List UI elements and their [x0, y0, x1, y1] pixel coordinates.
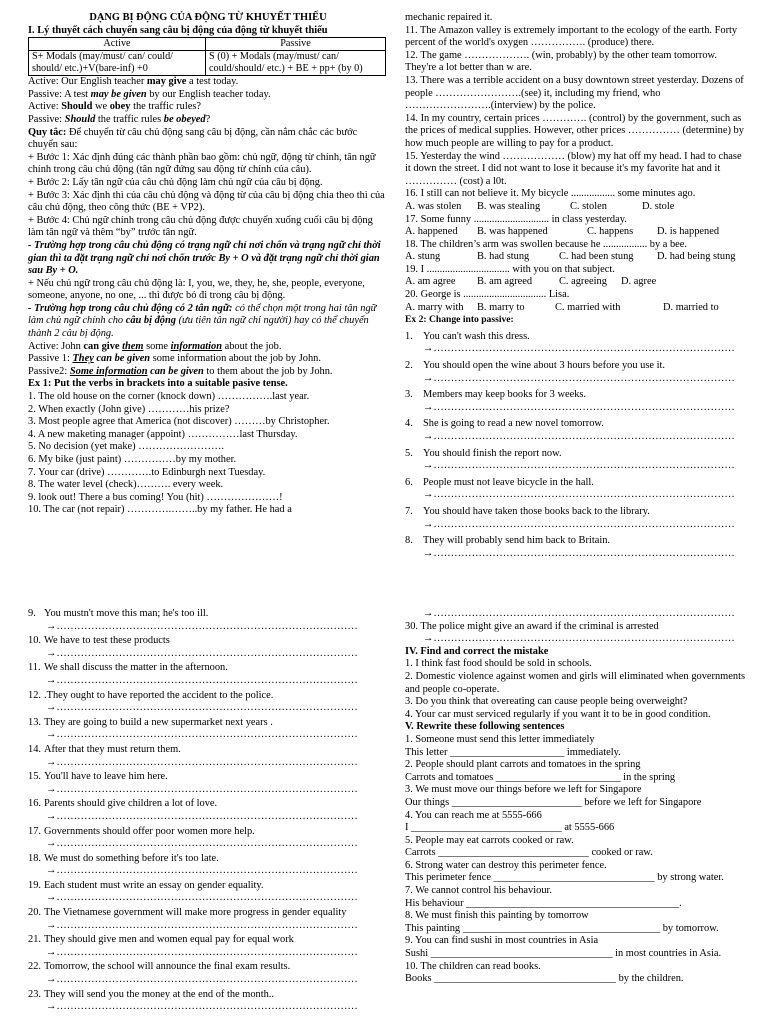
mc-options	[405, 251, 745, 264]
ex1-item: 13. There was a terrible accident on a busy downtown street yesterday. Dozens of people …………………….(see) it, including my friend, who …………………….(interview) by the police.	[405, 74, 744, 112]
answer-line[interactable]: →……………………………………………………………………………	[423, 608, 735, 619]
page-title: DẠNG BỊ ĐỘNG CỦA ĐỘNG TỪ KHUYẾT THIẾU	[89, 12, 327, 23]
answer-line[interactable]: →……………………………………………………………………………	[423, 518, 735, 530]
item-text: People must not leave bicycle in the hall.	[423, 476, 594, 488]
item-number: 7.	[405, 505, 413, 517]
answer-line[interactable]: →……………………………………………………………………………	[423, 633, 735, 645]
ex2-item	[405, 389, 745, 402]
ex2-item	[405, 535, 745, 548]
answer-line[interactable]: →……………………………………………………………………………	[423, 372, 735, 384]
right-column	[405, 12, 745, 560]
rule-adverbials: - Trường hợp trong câu chủ động có trạng ngữ chỉ nơi chốn và trạng ngữ chỉ thời gian thì ta đặt trạng ngữ chỉ nơi chốn trước By + O và đặt trạng ngữ chỉ thời gian sau By + O.	[28, 239, 381, 277]
ex2-item	[28, 880, 388, 893]
rewrite-prompt: 10. The children can read books.	[405, 960, 541, 972]
ex1-item: 4. A new maketing manager (appoint) ……………last Thursday.	[28, 428, 298, 440]
example-passive-1: Passive: A test may be given by our English teacher today.	[28, 88, 271, 100]
rules-intro: Quy tắc: Để chuyển từ câu chủ động sang câu bị động, cần nắm chắc các bước chuyển sau:	[28, 126, 358, 151]
item-number: 5.	[405, 447, 413, 459]
item-text: They should give men and women equal pay for equal work	[44, 934, 294, 946]
item-number: 15.	[28, 771, 41, 783]
ex2-item	[28, 608, 388, 621]
ex2-item	[28, 717, 388, 730]
section-1-heading: I. Lý thuyết cách chuyển sang câu bị động của động từ khuyết thiếu	[28, 24, 328, 36]
mc-options	[405, 226, 745, 239]
mc-option: C. agreeing	[559, 276, 607, 288]
item-number: 21.	[28, 934, 41, 946]
example-active-1: Active: Our English teacher may give a test today.	[28, 76, 239, 88]
answer-line[interactable]: →……………………………………………………………………………	[46, 892, 358, 904]
item-number: 13.	[28, 716, 41, 728]
answer-line[interactable]: →……………………………………………………………………………	[423, 489, 735, 501]
item-text: They are going to build a new supermarket next years .	[44, 716, 273, 728]
ex2-item	[28, 826, 388, 839]
ex1-item: 5. No decision (yet make) …………………….	[28, 441, 224, 453]
answer-line[interactable]: →……………………………………………………………………………	[423, 547, 735, 559]
ex2-item	[28, 744, 388, 757]
rule-step-2: + Bước 2: Lấy tân ngữ của câu chủ động làm chủ ngữ của câu bị động.	[28, 176, 323, 188]
mc-option: D. is happened	[657, 226, 720, 238]
mistake-item: 3. Do you think that overeating can cause people being overweight?	[405, 696, 688, 708]
item-text: Parents should give children a lot of love.	[44, 798, 218, 810]
rewrite-answer-line[interactable]: This perimeter fence _______________________________ by strong water.	[405, 872, 724, 884]
ex2-item	[405, 448, 745, 461]
ex2-continued-items	[28, 608, 388, 1014]
answer-line[interactable]: →……………………………………………………………………………	[46, 1001, 358, 1013]
ex2-item	[405, 360, 745, 373]
ex1-item: 6. My bike (just paint) ……………by my mother.	[28, 454, 237, 465]
ex1-continued: mechanic repaired it.	[405, 12, 493, 23]
ex2-item	[405, 418, 745, 431]
section-4-heading: IV. Find and correct the mistake	[405, 645, 549, 657]
rule-step-1: + Bước 1: Xác định đúng các thành phần bao gồm: chủ ngữ, động từ chính, tân ngữ chính trong câu chủ động (tân ngữ đứng sau động từ chính của câu).	[28, 151, 376, 176]
mc-options	[405, 201, 745, 214]
mistake-item: 4. Your car must serviced regularly if you want it to be in good condition.	[405, 708, 711, 720]
rewrite-prompt: 6. Strong water can destroy this perimeter fence.	[405, 859, 607, 871]
answer-line[interactable]: →……………………………………………………………………………	[423, 460, 735, 472]
example2-passive-2: Passive2: Some information can be given to them about the job by John.	[28, 365, 333, 377]
rewrite-answer-line[interactable]: Sushi ___________________________________ in most countries in Asia.	[405, 948, 722, 960]
rule-pronoun-subjects: + Nếu chủ ngữ trong câu chủ động là: I, you, we, they, he, she, people, everyone, someone, anyone, no one, ... thì được bỏ đi trong câu bị động.	[28, 277, 365, 302]
answer-line[interactable]: →……………………………………………………………………………	[46, 729, 358, 741]
rule-step-4: + Bước 4: Chủ ngữ chính trong câu chủ động được chuyển xuống cuối câu bị động làm tân ngữ và thêm “by” trước tân ngữ.	[28, 214, 373, 239]
ex2-item	[405, 477, 745, 490]
table-header-passive: Passive	[206, 38, 386, 51]
answer-line[interactable]: →……………………………………………………………………………	[423, 401, 735, 413]
rewrite-answer-line[interactable]: Books ___________________________________ by the children.	[405, 973, 684, 985]
answer-line[interactable]: →……………………………………………………………………………	[46, 756, 358, 768]
item-text: You'll have to leave him here.	[44, 771, 168, 783]
mc-option: D. married to	[663, 301, 719, 313]
mc-option: A. stung	[405, 251, 441, 263]
item-text: You should have taken those books back to the library.	[423, 505, 650, 517]
item-text: They will send you the money at the end of the month..	[44, 988, 274, 1000]
answer-line[interactable]: →……………………………………………………………………………	[423, 431, 735, 442]
mistake-item: 2. Domestic violence against women and girls will eliminated when governments and people co-operate.	[405, 670, 745, 695]
mc-question: 19. I ................................ with you on that subject.	[405, 263, 615, 275]
rewrite-prompt: 4. You can reach me at 5555-666	[405, 809, 542, 821]
rewrite-answer-line[interactable]: I _____________________________ at 5555-666	[405, 822, 615, 834]
item-number: 3.	[405, 389, 413, 401]
item-number: 10.	[28, 635, 41, 647]
answer-line[interactable]: →……………………………………………………………………………	[46, 838, 358, 850]
answer-line[interactable]: →……………………………………………………………………………	[46, 674, 358, 686]
item-text: After that they must return them.	[44, 743, 181, 755]
item-text: Governments should offer poor women more help.	[44, 825, 255, 837]
ex1-item: 10. The car (not repair) ………….……..by my father. He had a	[28, 504, 292, 516]
ex1-item: 2. When exactly (John give) …………his prize?	[28, 403, 230, 415]
item-number: 6.	[405, 476, 413, 488]
ex2-item	[405, 331, 745, 344]
item-text: We must do something before it's too late.	[44, 852, 219, 864]
answer-line[interactable]: →……………………………………………………………………………	[46, 919, 358, 931]
mc-option: C. married with	[555, 301, 621, 313]
mc-option: C. happens	[587, 226, 634, 238]
mc-question: 18. The children’s arm was swollen because he ................. by a bee.	[405, 238, 688, 250]
item-text: We have to test these products	[44, 635, 170, 647]
item-number: 14.	[28, 743, 41, 755]
mc-option: C. stolen	[570, 200, 607, 212]
item-text: .They ought to have reported the accident to the police.	[44, 689, 274, 701]
answer-line[interactable]: →……………………………………………………………………………	[46, 620, 358, 632]
answer-line[interactable]: →……………………………………………………………………………	[46, 865, 358, 877]
mc-option: A. am agree	[405, 276, 456, 288]
mc-question: 17. Some funny ............................. in class yesterday.	[405, 213, 627, 225]
example-passive-2: Passive: Should the traffic rules be obeyed?	[28, 113, 211, 125]
ex1-item: 15. Yesterday the wind ……………… (blow) my hat off my head. I had to chase it down the street. I did not want to lose it because it's my favorite hat and it …………… (cost) a l0t.	[405, 150, 742, 187]
ex2-continued-list	[28, 608, 388, 1014]
rewrite-answer-line[interactable]: This painting ______________________________________ by tomorrow.	[405, 922, 719, 934]
table-passive-formula: S (0) + Modals (may/must/ can/ could/should/ etc.) + BE + pp+ (by 0)	[206, 51, 386, 76]
mc-option: C. had been stung	[559, 251, 634, 263]
item-number: 1.	[405, 330, 413, 342]
example2-passive-1: Passive 1: They can be given some information about the job by John.	[28, 353, 321, 365]
ex1-item: 8. The water level (check)………. every week.	[28, 479, 224, 491]
answer-line[interactable]: →……………………………………………………………………………	[46, 974, 358, 986]
item-text: You can't wash this dress.	[423, 330, 530, 342]
rewrite-prompt: 8. We must finish this painting by tomorrow	[405, 910, 589, 922]
answer-line[interactable]: →……………………………………………………………………………	[423, 343, 735, 355]
rewrite-answer-line[interactable]: This letter ______________________ immediately.	[405, 746, 621, 758]
ex2-item	[28, 771, 388, 784]
item-text: We shall discuss the matter in the afternoon.	[44, 662, 228, 674]
ex1-item: 12. The game ………………. (win, probably) by the other team tomorrow. They're a lot better than w are.	[405, 49, 717, 74]
mc-options	[405, 302, 745, 315]
example2-active: Active: John can give them some information about the job.	[28, 340, 282, 352]
mc-option: D. agree	[621, 276, 657, 288]
ex2-heading: Ex 2: Change into passive:	[405, 314, 514, 326]
rewrite-answer-line[interactable]: Carrots and tomatoes ________________________ in the spring	[405, 771, 676, 783]
item-number: 2.	[405, 360, 413, 372]
ex2-list	[405, 331, 745, 561]
answer-line[interactable]: →……………………………………………………………………………	[46, 946, 358, 958]
ex1-item: 3. Most people agree that America (not discover) ………by Christopher.	[28, 416, 330, 428]
rewrite-prompt: 7. We cannot control his behaviour.	[405, 885, 553, 897]
ex2-item	[28, 798, 388, 811]
item-text: You should open the wine about 3 hours before you use it.	[423, 360, 665, 372]
rewrite-answer-line[interactable]: His behaviour _________________________________________.	[405, 897, 682, 909]
ex2-item	[28, 662, 388, 675]
mc-options	[405, 276, 745, 289]
mc-option: B. was stealing	[477, 200, 541, 212]
ex2-item	[28, 690, 388, 703]
mc-option: B. am agreed	[477, 276, 533, 288]
ex1-item: 11. The Amazon valley is extremely important to the ecology of the earth. Forty percent of the world's oxygen ……………. (produce) there.	[405, 24, 738, 49]
answer-line[interactable]: →……………………………………………………………………………	[46, 647, 358, 659]
table-active-formula: S+ Modals (may/must/ can/ could/ should/ etc.)+V(bare-inf) +0	[29, 51, 206, 76]
item-text: She is going to read a new novel tomorrow.	[423, 418, 604, 430]
rewrite-prompt: 9. You can find sushi in most countries in Asia	[405, 935, 599, 947]
ex1-item: 14. In my country, certain prices …………. (control) by the government, such as the prices of medical supplies. However, other prices …………… (determine) by how much people are willing to pay for a product.	[405, 112, 744, 149]
item-number: 4.	[405, 418, 413, 430]
mc-option: B. had stung	[477, 251, 530, 263]
item-number: 11.	[28, 662, 41, 674]
item-text: The Vietnamese government will make more progress in gender equality	[44, 907, 347, 919]
mc-option: A. marry with	[405, 301, 464, 313]
item-number: 16.	[28, 798, 41, 810]
right-bottom	[405, 608, 745, 986]
answer-line[interactable]: →……………………………………………………………………………	[46, 783, 358, 795]
item-number: 20.	[28, 907, 41, 919]
rewrite-answer-line[interactable]: Carrots _____________________________ cooked or raw.	[405, 847, 653, 859]
rewrite-prompt: 5. People may eat carrots cooked or raw.	[405, 834, 574, 846]
example-active-2: Active: Should we obey the traffic rules?	[28, 101, 201, 113]
item-text: You should finish the report now.	[423, 447, 562, 459]
ex2-item	[28, 907, 388, 920]
rewrite-list	[405, 734, 745, 986]
mc-option: A. happened	[405, 226, 458, 238]
left-column	[28, 12, 388, 517]
mc-question: 16. I still can not believe it. My bicycle ................. some minutes ago.	[405, 188, 696, 200]
mc-option: B. marry to	[477, 301, 525, 313]
mc-option: B. was happened	[477, 226, 548, 238]
ex1-item: 7. Your car (drive) ………….to Edinburgh next Tuesday.	[28, 466, 266, 478]
mc-question: 20. George is ................................ Lisa.	[405, 289, 570, 301]
ex2-item	[28, 989, 388, 1002]
rewrite-prompt: 2. People should plant carrots and tomatoes in the spring	[405, 759, 641, 771]
table-header-active: Active	[29, 38, 206, 51]
item-number: 12.	[28, 689, 41, 701]
item-number: 17.	[28, 825, 41, 837]
ex2-item	[28, 853, 388, 866]
ex2-item-30: 30. The police might give an award if the criminal is arrested	[405, 620, 659, 632]
ex1-heading: Ex 1: Put the verbs in brackets into a suitable pasive tense.	[28, 378, 288, 390]
ex1-item: 1. The old house on the corner (knock down) …………….last year.	[28, 391, 310, 403]
rule-two-objects: - Trường hợp trong câu chủ động có 2 tân ngữ: có thể chọn một trong hai tân ngữ làm chủ ngữ chính cho câu bị động (ưu tiên tân ngữ chỉ người) hay có thể chuyển thành 2 câu bị động.	[28, 302, 377, 340]
rewrite-answer-line[interactable]: Our things _________________________ before we left for Singapore	[405, 796, 702, 808]
ex2-item	[28, 635, 388, 648]
item-number: 19.	[28, 879, 41, 891]
item-text: You mustn't move this man; he's too ill.	[44, 608, 209, 619]
rewrite-prompt: 1. Someone must send this letter immediately	[405, 733, 595, 745]
item-text: Members may keep books for 3 weeks.	[423, 389, 587, 401]
item-number: 18.	[28, 852, 41, 864]
item-number: 9.	[28, 608, 36, 619]
mc-option: D. stole	[642, 200, 675, 212]
formula-table	[28, 37, 386, 76]
answer-line[interactable]: →……………………………………………………………………………	[46, 702, 358, 714]
item-text: Each student must write an essay on gender equality.	[44, 879, 264, 891]
item-text: They will probably send him back to Britain.	[423, 535, 610, 547]
item-number: 8.	[405, 535, 413, 547]
mc-option: A. was stolen	[405, 200, 462, 212]
rule-step-3: + Bước 3: Xác định thì của câu chủ động và động từ của câu bị động chia theo thì của câu chủ động, theo công thức (BE + VP2).	[28, 189, 385, 214]
ex1-item: 9. look out! There a bus coming! You (hit) …………………!	[28, 491, 283, 503]
mistake-item: 1. I think fast food should be sold in schools.	[405, 658, 592, 670]
ex2-item	[28, 961, 388, 974]
section-5-heading: V. Rewrite these following sentences	[405, 721, 565, 733]
item-number: 23.	[28, 988, 41, 1000]
ex2-item	[28, 934, 388, 947]
mc-option: D. had being stung	[657, 251, 736, 263]
item-text: Tomorrow, the school will announce the final exam results.	[44, 961, 291, 973]
rewrite-prompt: 3. We must move our things before we left for Singapore	[405, 784, 642, 796]
answer-line[interactable]: →……………………………………………………………………………	[46, 810, 358, 822]
ex2-item	[405, 506, 745, 519]
item-number: 22.	[28, 961, 41, 973]
